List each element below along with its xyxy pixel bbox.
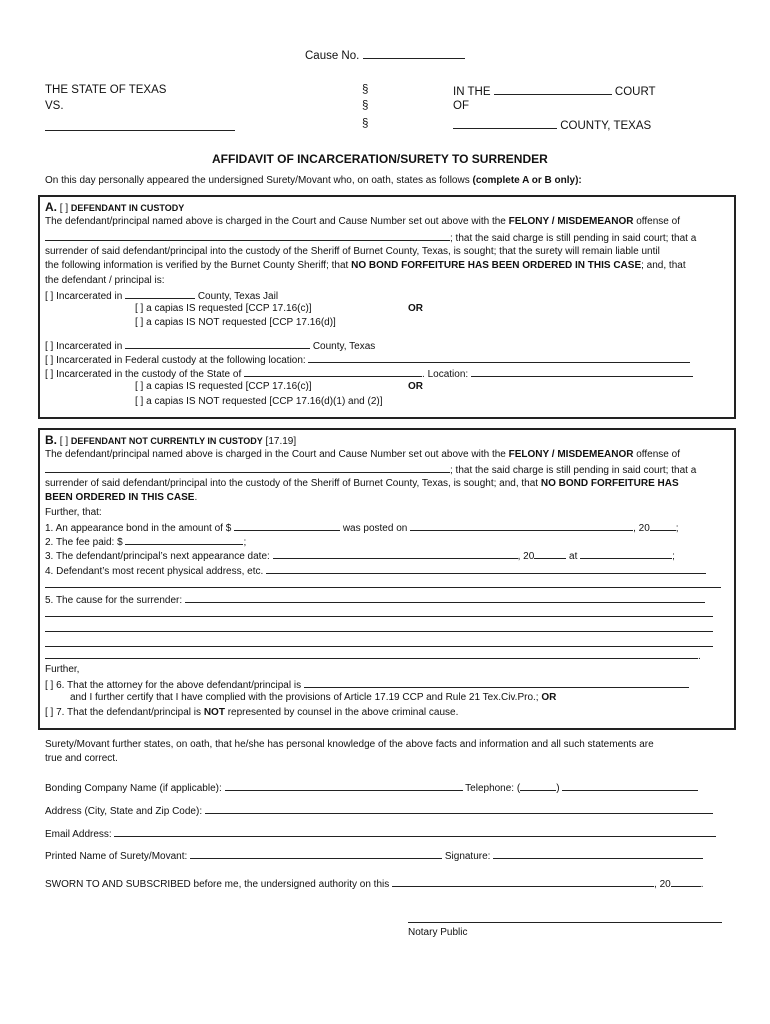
address-label-b: 4. Defendant’s most recent physical address, etc. [45,566,264,577]
statement-line-2: true and correct. [45,753,118,764]
section-b-p3-text: surrender of said defendant/principal into the custody of the Sheriff of Burnet County, Texas, is sought; and, that [45,478,541,489]
county-texas-label: COUNTY, TEXAS [560,120,652,132]
intro-bold: (complete A or B only): [472,175,582,186]
section-b-p1-end: offense of [633,449,680,460]
or-label-1: OR [408,303,423,314]
notary-signature-line[interactable] [408,912,722,923]
section-b-p1 [45,448,680,463]
item-3-end: ; [672,551,675,562]
section-a-p3: surrender of said defendant/principal into the custody of the Sheriff of Burnet County, Texas, is sought; that the surety will remain liable until [45,246,660,257]
section-a-letter: A. [45,200,57,214]
section-a-p1-end: offense of [633,216,680,227]
posted-date-field[interactable] [410,520,633,531]
appearance-date-label: 3. The defendant/principal’s next appearance date: [45,551,270,562]
fee-paid-label: 2. The fee paid: $ [45,537,123,548]
not-represented-checkbox[interactable]: [ ] 7. That the defendant/principal is [45,707,204,718]
telephone-paren: ) [556,783,560,794]
section-a-p1-text: The defendant/principal named above is charged in the Court and Cause Number set out above with the [45,216,509,227]
capias-requested-1[interactable]: [ ] a capias IS requested [CCP 17.16(c)] [135,303,312,314]
posted-year-field[interactable] [650,520,676,531]
section-a-p4-text: the following information is verified by the Burnet County Sheriff; that [45,260,352,271]
in-the-label: IN THE [453,86,491,98]
cause-line-4[interactable] [45,636,713,647]
no-bond-forfeiture-b: NO BOND FORFEITURE HAS [540,478,679,489]
appearance-date-field[interactable] [273,548,518,559]
court-label: COURT [614,86,656,98]
item-2-end: ; [243,537,247,548]
page-title: AFFIDAVIT OF INCARCERATION/SURETY TO SURRENDER [212,152,548,166]
not-label: NOT [203,707,225,718]
printed-name-field[interactable] [190,848,442,859]
cause-no-label: Cause No. [305,50,360,62]
felony-misdemeanor-a: FELONY / MISDEMEANOR [508,216,634,227]
posted-on-label: was posted on [342,523,408,534]
sworn-label: SWORN TO AND SUBSCRIBED before me, the undersigned authority on this [45,879,390,890]
section-b-p4 [45,491,197,506]
year-prefix-3: , 20 [517,551,535,562]
no-bond-forfeiture-b-cont: BEEN ORDERED IN THIS CASE [45,492,195,503]
sworn-date-field[interactable] [392,876,654,887]
section-a-p2-text: ; that the said charge is still pending in said court; that a [450,233,697,244]
section-symbol-2: § [362,100,369,112]
telephone-field[interactable] [562,780,698,791]
email-row [45,826,716,843]
felony-misdemeanor-b: FELONY / MISDEMEANOR [508,449,634,460]
section-a-checkbox[interactable]: [ ] [59,203,69,214]
header-right-line2: OF [453,100,469,112]
address-label: Address (City, State and Zip Code): [45,806,203,817]
cause-line-5[interactable] [45,648,698,659]
cause-line-2[interactable] [45,606,713,617]
printed-name-label: Printed Name of Surety/Movant: [45,851,188,862]
header-left-line2: VS. [45,100,64,112]
section-a-p5: the defendant / principal is: [45,275,165,286]
capias-not-requested-1[interactable]: [ ] a capias IS NOT requested [CCP 17.16(d)] [135,317,336,328]
defendant-name-field[interactable] [45,118,235,131]
cause-line-5-row [45,648,701,665]
federal-custody-checkbox[interactable]: [ ] Incarcerated in Federal custody at the following location: [45,355,306,366]
physical-address-field[interactable] [266,563,706,574]
section-a-title: DEFENDANT IN CUSTODY [70,203,185,213]
further-label: Further, [45,664,80,675]
section-b-p4-end: . [194,492,198,503]
address-row [45,803,713,820]
or-label-2: OR [408,381,423,392]
offense-field-a[interactable] [45,230,450,241]
item-7 [45,706,458,721]
section-b-letter: B. [45,433,57,447]
email-label: Email Address: [45,829,112,840]
sworn-end: . [700,879,704,890]
area-code-field[interactable] [520,780,556,791]
appearance-time-field[interactable] [580,548,672,559]
appearance-year-field[interactable] [534,548,566,559]
intro-label: On this day personally appeared the undersigned Surety/Movant who, on oath, states as follows [45,175,473,186]
header-right-line1 [453,84,656,98]
bonding-company-label: Bonding Company Name (if applicable): [45,783,222,794]
sworn-year-field[interactable] [671,876,701,887]
state-field[interactable] [244,366,422,377]
further-that: Further, that: [45,507,102,518]
no-bond-forfeiture-a: NO BOND FORFEITURE HAS BEEN ORDERED IN THIS CASE [351,260,642,271]
section-symbol-1: § [362,84,369,96]
section-symbol-3: § [362,118,369,130]
capias-not-requested-2[interactable]: [ ] a capias IS NOT requested [CCP 17.16(d)(1) and (2)] [135,396,383,407]
header-right-line3 [453,118,651,132]
court-field[interactable] [494,84,612,95]
section-b-title: DEFENDANT NOT CURRENTLY IN CUSTODY [70,436,263,446]
attorney-name-field[interactable] [304,677,689,688]
at-label: at [569,551,578,562]
bonding-company-field[interactable] [225,780,463,791]
physical-address-line-2[interactable] [45,577,721,588]
cause-number [305,48,465,62]
statement-line-1: Surety/Movant further states, on oath, that he/she has personal knowledge of the above facts and information and all such statements are [45,739,654,750]
year-prefix-1: , 20 [633,523,650,534]
bond-amount-field[interactable] [234,520,340,531]
not-represented-text: represented by counsel in the above criminal cause. [224,707,459,718]
cause-line-3[interactable] [45,621,713,632]
county-field-2[interactable] [125,338,310,349]
telephone-label: Telephone: ( [465,783,521,794]
section-a-p4 [45,259,686,274]
incarcerated-county-2-checkbox[interactable]: [ ] Incarcerated in [45,341,123,352]
or-label-3: OR [541,692,557,703]
section-a-p1 [45,215,680,230]
header-left-line1: THE STATE OF TEXAS [45,84,167,96]
cause-dot: . [698,651,701,662]
cause-surrender-label: 5. The cause for the surrender: [45,595,183,606]
bond-amount-label: 1. An appearance bond in the amount of $ [45,523,232,534]
bonding-company-row [45,780,698,797]
sworn-row [45,876,703,893]
section-b-p1-text: The defendant/principal named above is charged in the Court and Cause Number set out above with the [45,449,509,460]
address-field[interactable] [205,803,713,814]
incarcerated-county-checkbox[interactable]: [ ] Incarcerated in [45,291,123,302]
cause-no-field[interactable] [363,48,465,59]
item-6-certify [70,691,556,706]
federal-location-field[interactable] [308,352,690,363]
capias-requested-2[interactable]: [ ] a capias IS requested [CCP 17.16(c)] [135,381,312,392]
certify-text: and I further certify that I have complied with the provisions of Article 17.19 CCP and Rule 21 Tex.Civ.Pro.; [70,692,542,703]
section-b-p3 [45,477,679,492]
jail-county-field[interactable] [125,288,195,299]
printed-name-row [45,848,703,865]
county-jail-label: County, Texas Jail [197,291,279,302]
signature-label: Signature: [444,851,491,862]
fee-paid-field[interactable] [125,534,243,545]
signature-field[interactable] [493,848,703,859]
intro-text [45,175,582,186]
state-location-field[interactable] [471,366,693,377]
email-field[interactable] [114,826,716,837]
notary-public-label: Notary Public [408,927,468,938]
sworn-year-prefix: , 20 [654,879,671,890]
offense-field-b[interactable] [45,462,450,473]
location-label: . Location: [422,369,469,380]
state-custody-checkbox[interactable]: [ ] Incarcerated in the custody of the State of [45,369,242,380]
section-b-ref: [17.19] [265,436,297,447]
section-b-checkbox[interactable]: [ ] [59,436,69,447]
attorney-checkbox[interactable]: [ ] 6. That the attorney for the above defendant/principal is [45,680,302,691]
section-b-p2-text: ; that the said charge is still pending in said court; that a [450,465,697,476]
county-texas-label-2: County, Texas [312,341,376,352]
county-field[interactable] [453,118,557,129]
cause-surrender-field[interactable] [185,592,705,603]
section-a-p4-end: ; and, that [641,260,686,271]
item-1-end: ; [675,523,679,534]
